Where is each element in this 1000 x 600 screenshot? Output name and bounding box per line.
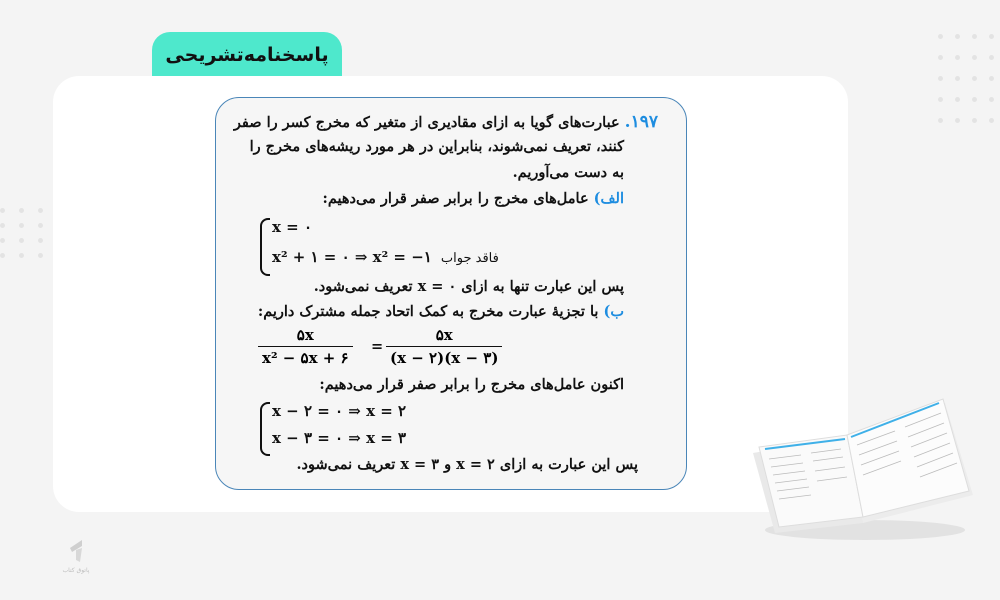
decorative-dots-right <box>938 34 994 123</box>
system-brace-a <box>260 218 270 276</box>
equals-sign: = <box>371 338 384 355</box>
part-a-conclusion: پس این عبارت تنها به ازای x = ۰ تعریف نمی‌شود. <box>313 278 624 295</box>
fraction-right: $\frac{۵x}{(x - ۲)(x - ۳)}$ <box>386 326 502 367</box>
fraction-left: $\frac{۵x}{\text{x² − ۵x + ۶}}$ <box>258 326 353 367</box>
system-b-eq2: x − ۳ = ۰ ⇒ x = ۳ <box>272 429 407 447</box>
intro-line-2: کنند، تعریف نمی‌شوند، بنابراین در هر مورد ریشه‌های مخرج را <box>249 138 624 155</box>
system-a-eq2: x² + ۱ = ۰ ⇒ x² = −۱ فاقد جواب <box>272 248 499 266</box>
svg-text:پاتوق کتاب: پاتوق کتاب <box>62 567 90 574</box>
system-b-eq1: x − ۲ = ۰ ⇒ x = ۲ <box>272 402 407 420</box>
question-number: ۱۹۷. <box>624 112 658 132</box>
part-b-heading: ب) با تجزیهٔ عبارت مخرج به کمک اتحاد جمله مشترک داریم: <box>257 303 624 320</box>
part-a-label: الف) <box>593 190 624 207</box>
intro-line-1: ۱۹۷. عبارت‌های گویا به ازای مقادیری از متغیر که مخرج کسر را صفر <box>233 112 658 132</box>
answer-box <box>215 97 687 490</box>
decorative-dots-left <box>0 208 43 258</box>
part-b-text2: اکنون عامل‌های مخرج را برابر صفر قرار می‌دهیم: <box>319 376 624 393</box>
brand-logo <box>56 530 96 575</box>
part-a-heading: الف) عامل‌های مخرج را برابر صفر قرار می‌دهیم: <box>322 190 624 207</box>
part-b-conclusion: پس این عبارت به ازای x = ۲ و x = ۳ تعریف نمی‌شود. <box>296 456 638 473</box>
intro-line-3: به دست می‌آوریم. <box>512 164 624 181</box>
no-solution-note: فاقد جواب <box>440 251 499 266</box>
system-brace-b <box>260 402 270 456</box>
open-book-illustration <box>745 395 980 545</box>
system-a-eq1: x = ۰ <box>272 218 313 236</box>
answer-key-tab: پاسخنامه‌تشریحی <box>152 32 342 78</box>
part-b-label: ب) <box>603 303 624 320</box>
